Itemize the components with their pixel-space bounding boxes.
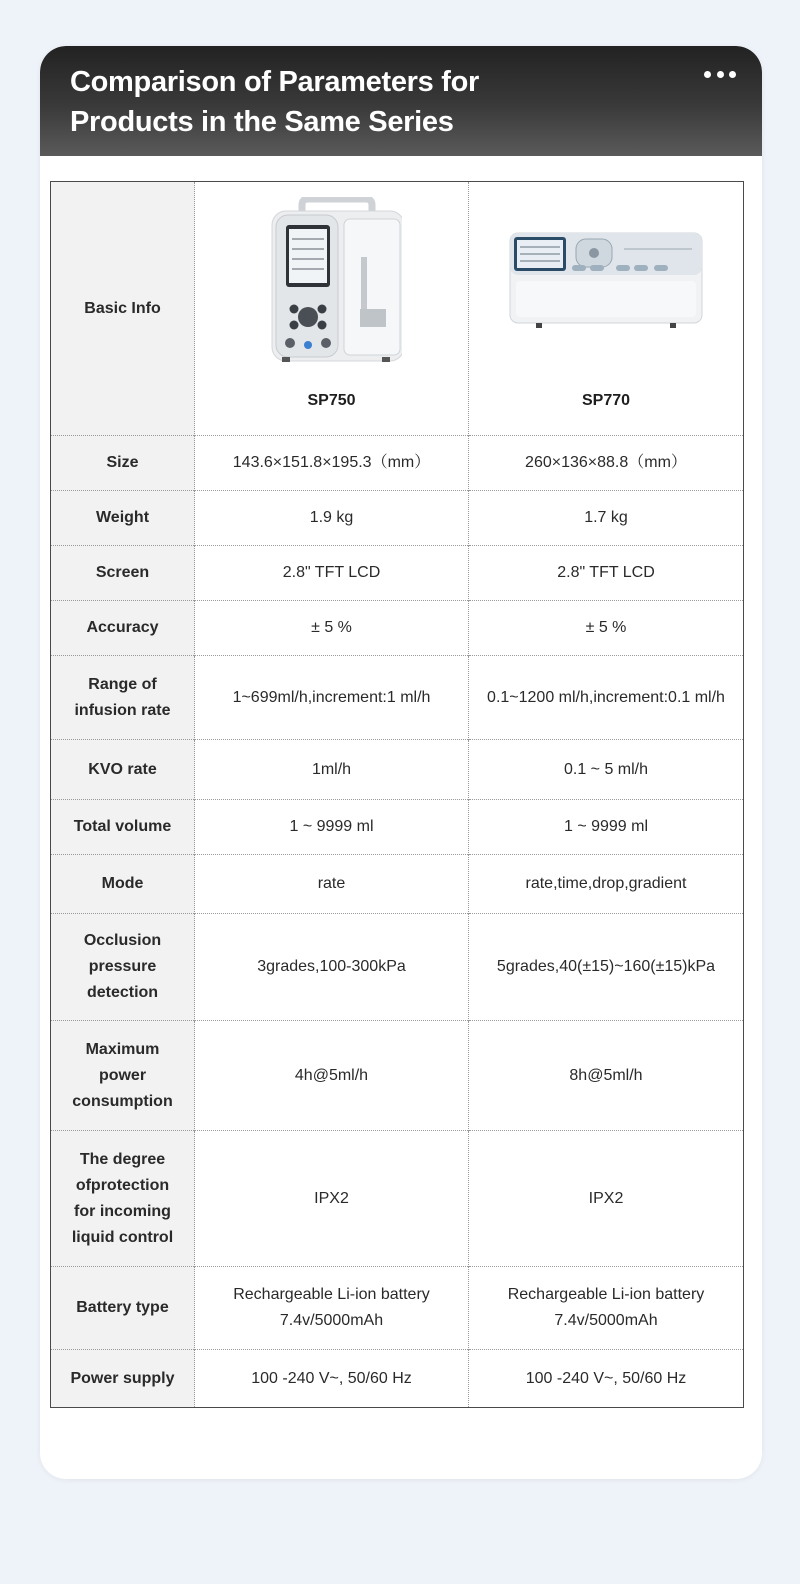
infusion-pump-sp750-image bbox=[201, 190, 462, 370]
table-row-basic-info bbox=[51, 182, 744, 436]
syringe-pump-sp770-image bbox=[475, 190, 737, 370]
page-title: Comparison of Parameters for Products in the Same Series bbox=[70, 66, 479, 138]
sp750-value: rate bbox=[195, 855, 469, 914]
sp770-value: 2.8" TFT LCD bbox=[469, 546, 744, 601]
table-row bbox=[51, 1267, 744, 1350]
sp770-value: 260×136×88.8（mm） bbox=[469, 436, 744, 491]
product-name-sp770: SP770 bbox=[581, 391, 631, 409]
table-row bbox=[51, 491, 744, 546]
sp770-value: 0.1~1200 ml/h,increment:0.1 ml/h bbox=[469, 656, 744, 740]
sp770-value: 1.7 kg bbox=[469, 491, 744, 546]
table-row bbox=[51, 436, 744, 491]
card-header bbox=[40, 46, 762, 156]
table-row bbox=[51, 546, 744, 601]
row-label: The degree ofprotection for incoming liquid control bbox=[51, 1131, 195, 1267]
table-row bbox=[51, 1131, 744, 1267]
comparison-table bbox=[50, 181, 744, 1408]
sp770-value: IPX2 bbox=[469, 1131, 744, 1267]
row-label: Range of infusion rate bbox=[51, 656, 195, 740]
sp770-value: rate,time,drop,gradient bbox=[469, 855, 744, 914]
table-row bbox=[51, 914, 744, 1021]
sp750-value: 1~699ml/h,increment:1 ml/h bbox=[195, 656, 469, 740]
sp750-value: IPX2 bbox=[195, 1131, 469, 1267]
sp770-value: 100 -240 V~, 50/60 Hz bbox=[469, 1350, 744, 1408]
sp750-value: 100 -240 V~, 50/60 Hz bbox=[195, 1350, 469, 1408]
sp750-value: 2.8" TFT LCD bbox=[195, 546, 469, 601]
row-label: Power supply bbox=[51, 1350, 195, 1408]
row-label: Maximum power consumption bbox=[51, 1021, 195, 1131]
row-label: Occlusion pressure detection bbox=[51, 914, 195, 1021]
row-label: Battery type bbox=[51, 1267, 195, 1350]
row-label: Accuracy bbox=[51, 601, 195, 656]
table-row bbox=[51, 1350, 744, 1408]
more-dots-icon[interactable] bbox=[704, 68, 736, 80]
row-label: KVO rate bbox=[51, 740, 195, 800]
sp770-value: ± 5 % bbox=[469, 601, 744, 656]
sp750-value: 143.6×151.8×195.3（mm） bbox=[195, 436, 469, 491]
table-row bbox=[51, 1021, 744, 1131]
table-row bbox=[51, 800, 744, 855]
product-name-sp750: SP750 bbox=[307, 391, 356, 409]
sp750-value: 1 ~ 9999 ml bbox=[195, 800, 469, 855]
sp750-value: Rechargeable Li-ion battery 7.4v/5000mAh bbox=[195, 1267, 469, 1350]
product-cell-sp750 bbox=[195, 182, 469, 436]
table-row bbox=[51, 855, 744, 914]
sp770-value: 8h@5ml/h bbox=[469, 1021, 744, 1131]
row-label: Total volume bbox=[51, 800, 195, 855]
sp750-value: 1.9 kg bbox=[195, 491, 469, 546]
row-label: Weight bbox=[51, 491, 195, 546]
row-label: Basic Info bbox=[51, 182, 195, 436]
sp770-value: 5grades,40(±15)~160(±15)kPa bbox=[469, 914, 744, 1021]
sp770-value: 0.1 ~ 5 ml/h bbox=[469, 740, 744, 800]
comparison-card bbox=[40, 46, 762, 1479]
sp750-value: 3grades,100-300kPa bbox=[195, 914, 469, 1021]
table-row bbox=[51, 656, 744, 740]
sp750-value: 1ml/h bbox=[195, 740, 469, 800]
row-label: Size bbox=[51, 436, 195, 491]
row-label: Screen bbox=[51, 546, 195, 601]
sp750-value: 4h@5ml/h bbox=[195, 1021, 469, 1131]
table-row bbox=[51, 601, 744, 656]
sp770-value: 1 ~ 9999 ml bbox=[469, 800, 744, 855]
row-label: Mode bbox=[51, 855, 195, 914]
table-row bbox=[51, 740, 744, 800]
product-cell-sp770 bbox=[469, 182, 744, 436]
sp770-value: Rechargeable Li-ion battery 7.4v/5000mAh bbox=[469, 1267, 744, 1350]
sp750-value: ± 5 % bbox=[195, 601, 469, 656]
